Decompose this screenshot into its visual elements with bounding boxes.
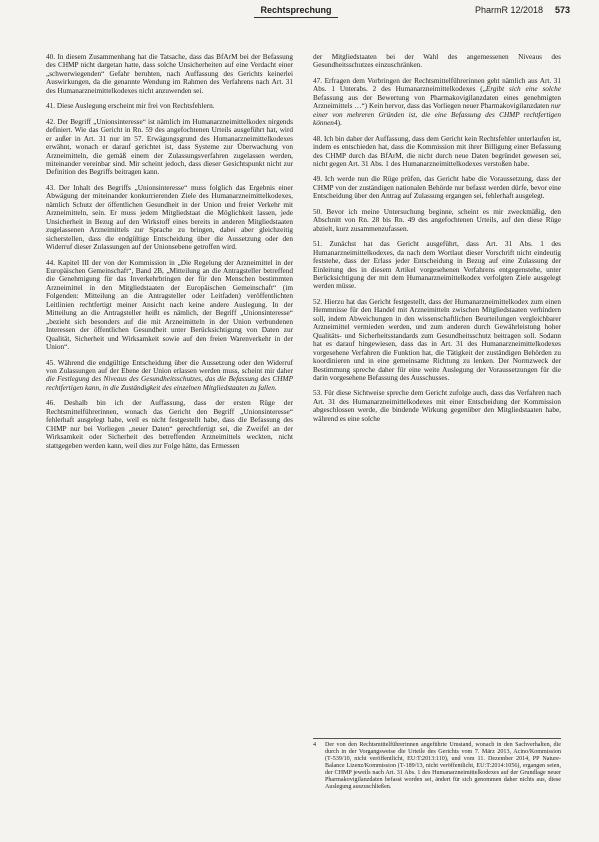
journal-issue: PharmR 12/2018 [475, 5, 544, 15]
paragraph-52: 52. Hierzu hat das Gericht festgestellt, dass der Humanarzneimittelkodex zum einen Hemmnisse für den Handel mit Arzneimitteln zwischen Mitgliedstaaten verhindern soll, indem Abweichungen in den wissenschaftlichen Beurteilungen vergleichbarer Arzneimittel vermieden werden, und zum anderen durch Gewährleistung hoher Qualitäts- und Sicherheitsstandards zum Gesundheitsschutz beitragen soll. Sodann hat es darauf hingewiesen, dass das in Art. 31 des Humanarzneimittelkodexes vorgesehene Verfahren die Funktion hat, die Tätigkeit der zuständigen Behörden zu koordinieren und in eine gemeinsame Richtung zu lenken. Der Normzweck der Bestimmung spreche daher für eine weite Auslegung der Voraussetzungen für die darin vorgesehene Befassung des Ausschusses. [313, 297, 561, 382]
paragraph-40: 40. In diesem Zusammenhang hat die Tatsache, dass das BfArM bei der Befassung des CHMP nicht dargetan hatte, dass solche Unsicherheiten auf eine Verdacht einer „schwerwiegenden“ Gefahr beruhten, nach Auffassung des Gerichts keinerlei Auswirkungen, da die genannte Wendung im Rahmen des Verfahrens nach Art. 31 des Humanarzneimittelkodexes nicht anzuwenden sei. [46, 53, 293, 95]
paragraph-50: 50. Bevor ich meine Untersuchung beginne, scheint es mir zweckmäßig, den Abschnitt von Rn. 28 bis Rn. 49 des angefochtenen Urteils, auf den diese Rüge abzielt, kurz zusammenzufassen. [313, 207, 561, 233]
footnote-text: Der von den Rechtsmittelführerinnen angeführte Umstand, wonach in den Sachverhalten, die durch in der Vorgangsweise die Urteile des Gerichts vom 7. März 2013, Acino/Kommission (T‑539/10, nicht veröffentlicht, EU:T:2013:110), und vom 11. Dezember 2014, PP Nature-Balance Lizenz/Kommission (T‑189/13, nicht veröffentlicht, EU:T:2014:1056), ergangen seien, der CHMP jeweils nach Art. 31 Abs. 1 des Humanarzneimittelkodexes auf der Grundlage neuer Pharmakovigilanzdaten befasst worden sei, ändert für sich genommen daher nichts aus, diese Auslegung auszuschließen. [325, 742, 561, 790]
footnote-number: 4 [313, 742, 317, 748]
paragraph-49: 49. Ich werde nun die Rüge prüfen, das Gericht habe die Voraussetzung, dass der CHMP von der zuständigen nationalen Behörde nur befasst werden dürfe, bevor eine Entscheidung über den Antrag auf Zulassung ergangen sei, fehlerhaft ausgelegt. [313, 175, 561, 201]
footnote-separator [313, 738, 561, 739]
paragraph-45-text: 45. Während die endgültige Entscheidung über die Aussetzung oder den Widerruf von Zulassungen auf der Ebene der Union erlassen werden muss, scheint mir daher [46, 358, 293, 375]
paragraph-53: 53. Für diese Sichtweise spreche dem Gericht zufolge auch, dass das Verfahren nach Art. 31 des Humanarzneimittelkodexes mit einer Entscheidung der Kommission abgeschlossen werde, die bindende Wirkung gegenüber den Mitgliedstaaten habe, während es eine solche [313, 389, 561, 423]
page-number: 573 [555, 5, 571, 15]
paragraph-51: 51. Zunächst hat das Gericht ausgeführt, dass Art. 31 Abs. 1 des Humanarzneimittelkodexes, da nach dem Wortlaut dieser Vorschrift nicht eindeutig feststehe, dass der Erlass jeder Entscheidung in Bezug auf eine Zulassung der Einleitung des in diesem Artikel vorgesehenen Verfahrens entgegenstehe, unter Berücksichtigung der mit dem Humanarzneimittelkodex verfolgten Ziele ausgelegt werden müsse. [313, 240, 561, 291]
paragraph-48: 48. Ich bin daher der Auffassung, dass dem Gericht kein Rechtsfehler unterlaufen ist, indem es entschieden hat, dass die Kommission mit ihrer Billigung einer Befassung des CHMP durch das BfArM, die nicht durch neue Daten begründet gewesen sei, nicht gegen Art. 31 Abs. 1 des Humanarzneimittelkodexes verstoßen habe. [313, 134, 561, 168]
paragraph-43: 43. Der Inhalt des Begriffs „Unionsinteresse“ muss folglich das Ergebnis einer Abwägung der miteinander konkurrierenden Ziele des Humanarzneimittelkodexes, nämlich Schutz der öffentlichen Gesundheit in der Union und freier Verkehr mit Arzneimitteln, sein. Er muss jedem Mitgliedstaat die Möglichkeit lassen, jede Unsicherheit in Bezug auf den Wirkstoff eines bereits in anderen Mitgliedstaaten zugelassenen Arzneimittels zur Sprache zu bringen, dabei aber gleichzeitig sicherstellen, dass die endgültige Entscheidung über die Aussetzung oder den Widerruf dieser Zulassungen auf der Unionsebene getroffen wird. [46, 183, 293, 252]
right-column [313, 53, 561, 430]
footnote-4 [313, 742, 561, 791]
paragraph-41: 41. Diese Auslegung erscheint mir frei von Rechtsfehlern. [46, 102, 215, 111]
paragraph-47-emphasis-a: Ergibt sich eine solche [485, 85, 561, 94]
paragraph-44: 44. Kapitel III der von der Kommission in „Die Regelung der Arzneimittel in der Europäischen Gemeinschaft“, Band 2B, „Mitteilung an die Antragsteller betreffend die Genehmigung für das Inverkehrbringen der für den Menschen bestimmten Arzneimittel in den Mitgliedstaaten der Europäischen Gemeinschaft“ (im Folgenden: Mitteilung an die Antragsteller oder Leitfaden) veröffentlichten Leitlinien rechtfertigt meiner Ansicht nach keine andere Auslegung. In der Mitteilung an die Antragsteller heißt es nämlich, der Begriff „Unionsinteresse“ „bezieht sich besonders auf die mit Arzneimitteln in der Union verbundenen Interessen der öffentlichen Gesundheit unter Berücksichtigung von Daten zur Qualität, Sicherheit und Wirksamkeit sowie auf den freien Warenverkehr in der Union“. [46, 258, 293, 352]
paragraph-47 [313, 77, 561, 128]
paragraph-45 [46, 359, 293, 393]
paragraph-47-text-a: 47. Erfragen dem Vorbringen der Rechtsmittelführerinnen geht nämlich aus Art. 31 Abs. 1 Unterabs. 2 des Humanarzneimittelkodexes („ [313, 76, 561, 94]
paragraph-45-emphasis: die Festlegung des Niveaus des Gesundheitsschutzes, das die Befassung des CHMP rechtfertigen kann, in die Zuständigkeit des einzelnen Mitgliedstaaten zu fallen. [46, 375, 293, 392]
paragraph-46-continued: der Mitgliedstaaten bei der Wahl des angemessenen Niveaus des Gesundheitsschutzes einzuschränken. [313, 53, 561, 70]
footnote-ref-4[interactable]: 4). [333, 119, 342, 128]
page-header [0, 0, 599, 22]
paragraph-46: 46. Deshalb bin ich der Auffassung, dass der ersten Rüge der Rechtsmittelführerinnen, wonach das Gericht den Begriff „Unionsinteresse“ fehlerhaft ausgelegt habe, weil es nicht festgestellt habe, dass die Befassung des CHMP nur bei Vorliegen „neuer Daten“ gerechtfertigt sei, die Zweifel an der Wirksamkeit oder Sicherheit des betreffenden Arzneimittels weckten, nicht stattgegeben werden kann, weil dies zur Folge hätte, das Ermessen [46, 399, 293, 450]
paragraph-42: 42. Der Begriff „Unionsinteresse“ ist nämlich im Humanarzneimittelkodex nirgends definiert. Wie das Gericht in Rn. 59 des angefochtenen Urteils ausgeführt hat, wird er außer in Art. 31 nur im 57. Erwägungsgrund des Humanarzneimittelkodexes erwähnt, wonach er darauf gerichtet ist, dass Systeme zur Überwachung von Arzneimitteln, die gemäß einem der Zulassungsverfahren zugelassen werden, miteinander vereinbar sind. Mir scheint jedoch, dass dieser Gesichtspunkt nicht zur Definition des Begriffs beitragen kann. [46, 117, 293, 177]
paragraph-47-emphasis-b: nur einer von mehreren Gründen ist, die eine Befassung des CHMP rechtfertigen können [313, 102, 561, 128]
left-column [46, 53, 293, 457]
section-title: Rechtsprechung [254, 3, 338, 18]
paragraph-47-text-b: Befassung aus der Bewertung von Pharmakovigilanzdaten eines genehmigten Arzneimittels …“) Kein hervor, dass das Vorliegen neuer Pharmakovigilanzdaten [313, 93, 561, 111]
